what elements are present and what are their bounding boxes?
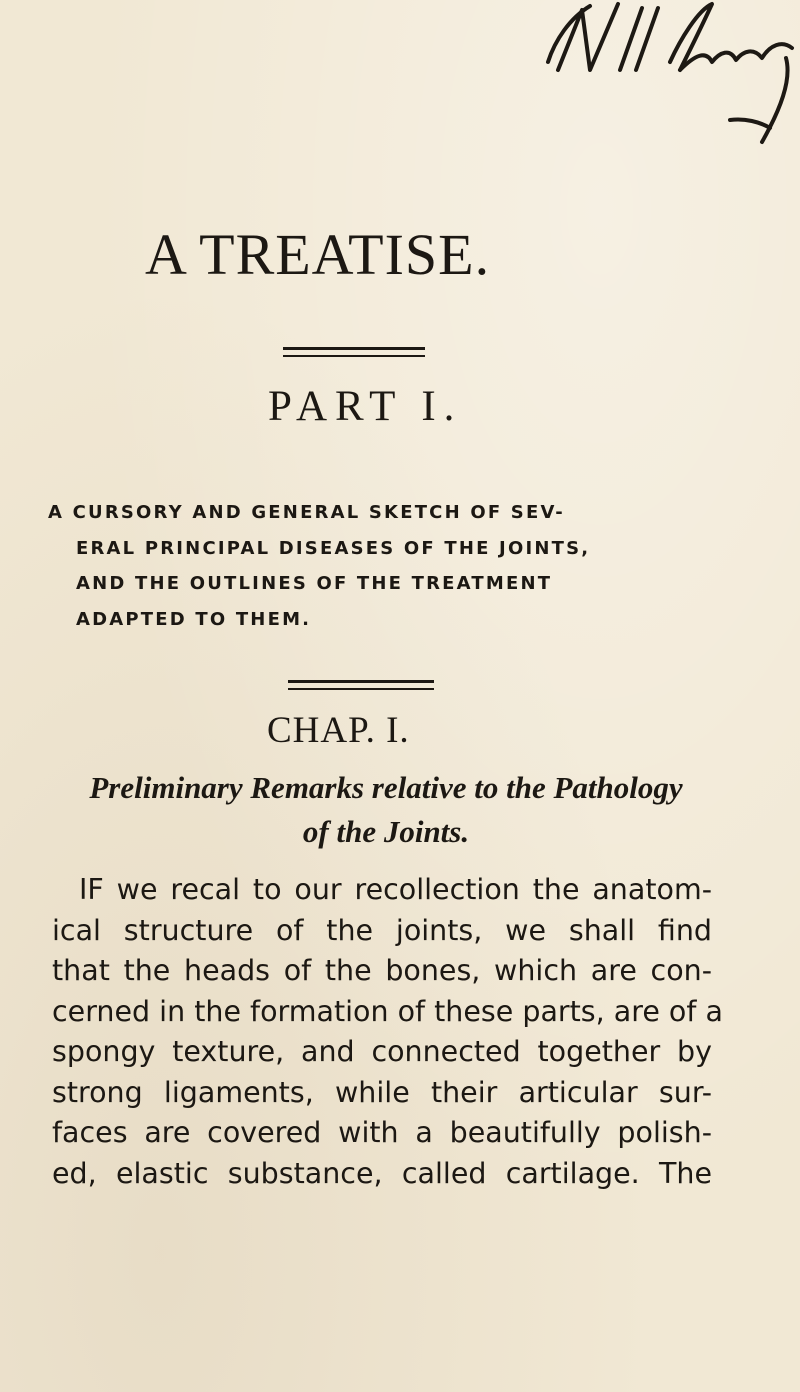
handwritten-signature: [530, 0, 800, 180]
double-rule-divider: [283, 347, 425, 357]
part-heading: PART I.: [268, 383, 463, 430]
summary-line: AND THE OUTLINES OF THE TREATMENT: [76, 573, 553, 594]
chapter-title-line: of the Joints.: [302, 814, 470, 849]
body-line: faces are covered with a beautifully polish-: [52, 1116, 712, 1149]
chapter-heading: CHAP. I.: [267, 710, 410, 751]
body-line: strong ligaments, while their articular sur-: [52, 1075, 712, 1109]
chapter-title-line: Preliminary Remarks relative to the Pathology: [89, 770, 683, 805]
chapter-title: [66, 766, 706, 854]
body-line: ed, elastic substance, called cartilage. The: [52, 1156, 712, 1190]
body-line: spongy texture, and connected together by: [52, 1035, 712, 1068]
body-line: ical structure of the joints, we shall find: [52, 913, 712, 947]
body-line: cerned in the formation of these parts, are of a: [52, 994, 723, 1028]
double-rule-divider: [288, 680, 434, 690]
body-line: that the heads of the bones, which are con-: [52, 954, 712, 987]
book-title: A TREATISE.: [145, 222, 491, 287]
body-paragraph: [52, 870, 723, 1194]
signature-icon: [530, 0, 800, 180]
summary-line: ERAL PRINCIPAL DISEASES OF THE JOINTS,: [76, 537, 591, 559]
part-summary: [48, 495, 682, 637]
summary-line: A CURSORY AND GENERAL SKETCH OF SEV-: [48, 502, 565, 523]
summary-line: ADAPTED TO THEM.: [76, 608, 312, 630]
body-line: IF we recal to our recollection the anatom-: [79, 873, 712, 906]
